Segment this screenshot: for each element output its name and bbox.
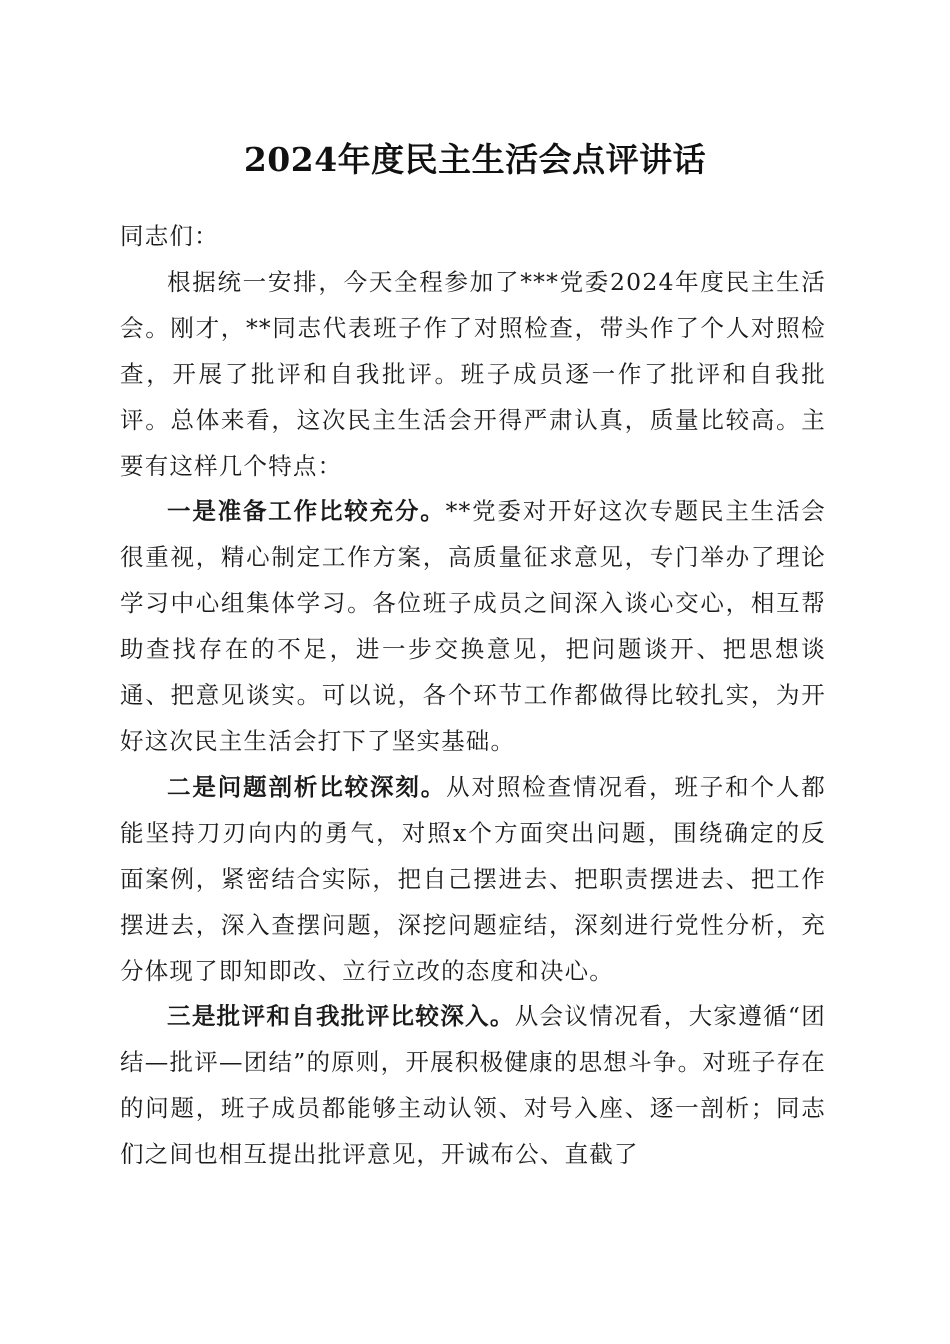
- document-body: [120, 214, 826, 1178]
- paragraph-text: 从对照检查情况看，班子和个人都能坚持刀刃向内的勇气，对照x个方面突出问题，围绕确定的反面案例，紧密结合实际，把自己摆进去、把职责摆进去、把工作摆进去，深入查摆问题，深挖问题症结，深刻进行党性分析，充分体现了即知即改、立行立改的态度和决心。: [120, 772, 826, 985]
- paragraph-intro: [120, 260, 826, 490]
- paragraph-text: 根据统一安排，今天全程参加了***党委2024年度民主生活会。刚才，**同志代表班子作了对照检查，带头作了个人对照检查，开展了批评和自我批评。班子成员逐一作了批评和自我批评。总体来看，这次民主生活会开得严肃认真，质量比较高。主要有这样几个特点：: [120, 267, 826, 480]
- paragraph-lead: 一是准备工作比较充分。: [167, 497, 446, 526]
- paragraph-point-1: [120, 489, 826, 764]
- paragraph-text: 从会议情况看，大家遵循“团结—批评—团结”的原则，开展积极健康的思想斗争。对班子存在的问题，班子成员都能够主动认领、对号入座、逐一剖析；同志们之间也相互提出批评意见，开诚布公、直截了: [120, 1002, 826, 1169]
- paragraph-point-2: [120, 765, 826, 995]
- paragraph-point-3: [120, 994, 826, 1178]
- paragraph-lead: 三是批评和自我批评比较深入。: [167, 1002, 515, 1031]
- paragraph-text: **党委对开好这次专题民主生活会很重视，精心制定工作方案，高质量征求意见，专门举办了理论学习中心组集体学习。各位班子成员之间深入谈心交心，相互帮助查找存在的不足，进一步交换意见，把问题谈开、把思想谈通、把意见谈实。可以说，各个环节工作都做得比较扎实，为开好这次民主生活会打下了坚实基础。: [120, 497, 826, 755]
- paragraph-lead: 二是问题剖析比较深刻。: [167, 772, 447, 801]
- salutation: 同志们：: [120, 222, 219, 250]
- document-title: 2024年度民主生活会点评讲话: [243, 140, 707, 179]
